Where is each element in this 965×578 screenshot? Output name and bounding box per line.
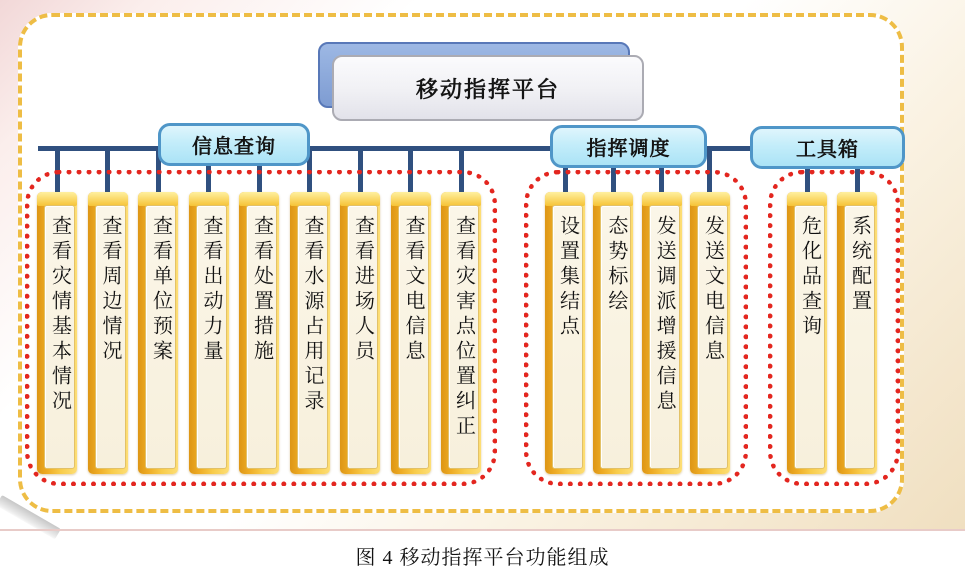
category-toolbox <box>750 126 905 169</box>
category-info-query-label: 信息查询 <box>192 136 276 158</box>
category-info-query <box>158 123 310 166</box>
function-label: 查看灾情基本情况 <box>48 215 71 415</box>
function-label: 发送调派增援信息 <box>653 215 676 415</box>
function-label: 发送文电信息 <box>701 215 724 365</box>
figure-caption: 图 4 移动指挥平台功能组成 <box>355 547 610 569</box>
function-label: 查看出动力量 <box>200 215 222 365</box>
category-toolbox-label: 工具箱 <box>796 139 859 161</box>
function-label: 设置集结点 <box>556 215 579 340</box>
function-label: 查看文电信息 <box>402 215 424 365</box>
figure-bottom-separator <box>0 529 965 531</box>
function-label: 查看进场人员 <box>351 215 374 365</box>
platform-title-label: 移动指挥平台 <box>415 76 560 102</box>
function-label: 查看处置措施 <box>250 215 273 365</box>
function-label: 危化品查询 <box>798 215 821 340</box>
function-label: 查看水源占用记录 <box>301 215 323 415</box>
function-label: 态势标绘 <box>604 215 627 315</box>
function-label: 查看灾害点位置纠正 <box>452 215 475 440</box>
category-command-dispatch <box>550 125 707 168</box>
group-frame-command-dispatch <box>524 170 748 486</box>
function-label: 查看周边情况 <box>99 215 121 365</box>
category-command-dispatch-label: 指挥调度 <box>586 138 671 160</box>
function-label: 查看单位预案 <box>149 215 172 365</box>
group-frame-info-query <box>25 170 497 486</box>
group-frame-toolbox <box>768 170 900 486</box>
platform-title-box <box>332 55 644 121</box>
function-label: 系统配置 <box>848 215 871 315</box>
